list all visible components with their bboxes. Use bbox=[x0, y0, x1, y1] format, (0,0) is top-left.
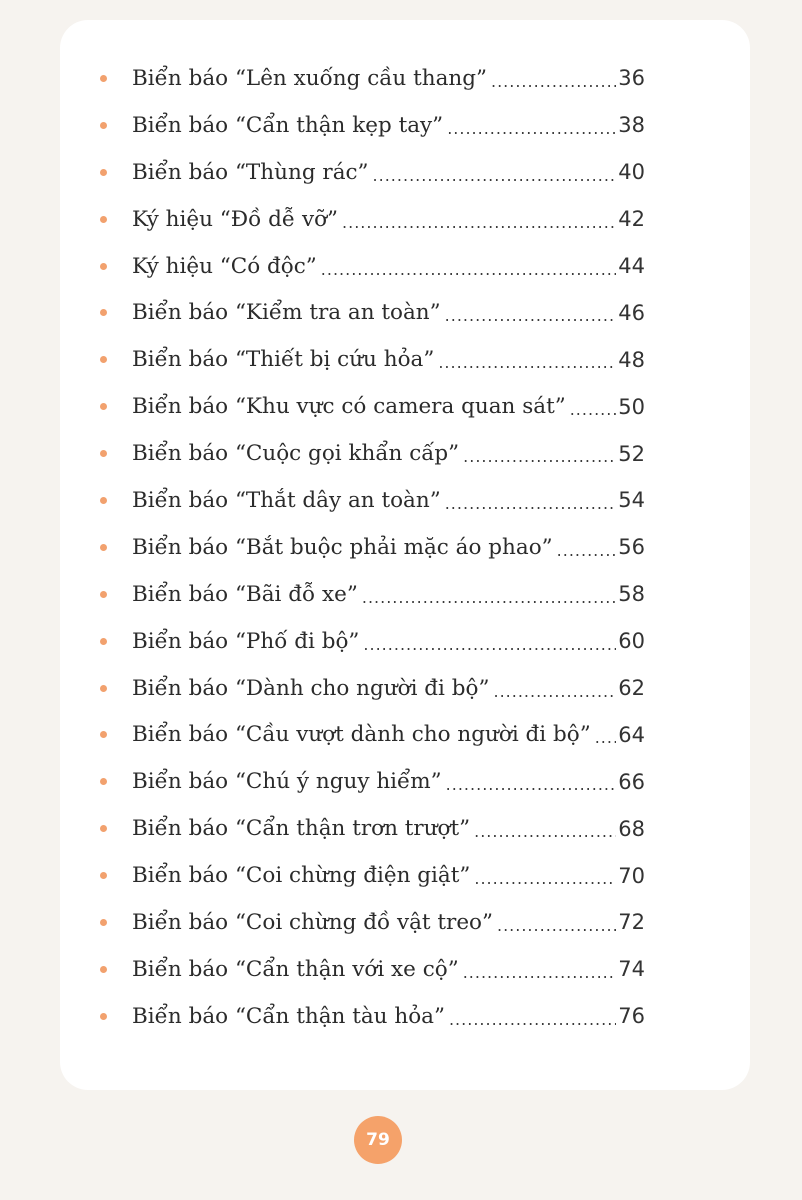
bullet-icon bbox=[100, 966, 107, 973]
dot-leader bbox=[497, 916, 616, 935]
toc-entry-page: 56 bbox=[618, 535, 645, 560]
dot-leader bbox=[321, 260, 617, 279]
bullet-icon bbox=[100, 919, 107, 926]
toc-entry-page: 74 bbox=[618, 957, 645, 982]
dot-leader bbox=[570, 400, 617, 419]
toc-entry[interactable] bbox=[100, 852, 645, 899]
toc-entry-title: Biển báo “Khu vực có camera quan sát” bbox=[132, 394, 566, 420]
toc-entry-page: 60 bbox=[618, 629, 645, 654]
dot-leader bbox=[447, 119, 616, 138]
toc-entry-page: 40 bbox=[618, 160, 645, 185]
toc-entry-page: 64 bbox=[618, 722, 645, 747]
dot-leader bbox=[463, 963, 617, 982]
toc-entry[interactable] bbox=[100, 336, 645, 383]
toc-entry[interactable] bbox=[100, 571, 645, 618]
toc-entry[interactable] bbox=[100, 665, 645, 712]
bullet-icon bbox=[100, 497, 107, 504]
toc-entry-page: 44 bbox=[618, 254, 645, 278]
toc-entry[interactable] bbox=[100, 102, 645, 149]
bullet-icon bbox=[100, 75, 107, 82]
toc-entry[interactable] bbox=[100, 899, 645, 946]
page-number-badge: 79 bbox=[354, 1116, 402, 1164]
toc-entry-title: Ký hiệu “Có độc” bbox=[132, 253, 317, 279]
toc-entry[interactable] bbox=[100, 430, 645, 477]
toc-entry-page: 50 bbox=[618, 394, 645, 419]
dot-leader bbox=[445, 306, 617, 325]
toc-entry-title: Biển báo “Phố đi bộ” bbox=[132, 628, 360, 654]
toc-entry-page: 54 bbox=[618, 488, 645, 513]
bullet-icon bbox=[100, 731, 107, 738]
toc-entry[interactable] bbox=[100, 196, 645, 243]
dot-leader bbox=[491, 72, 616, 91]
toc-entry-title: Biển báo “Cầu vượt dành cho người đi bộ” bbox=[132, 722, 591, 748]
toc-entry-page: 70 bbox=[618, 863, 645, 888]
bullet-icon bbox=[100, 122, 107, 129]
toc-entry[interactable] bbox=[100, 993, 645, 1040]
toc-entry-title: Biển báo “Lên xuống cầu thang” bbox=[132, 65, 487, 91]
table-of-contents bbox=[100, 55, 645, 1040]
bullet-icon bbox=[100, 309, 107, 316]
dot-leader bbox=[474, 822, 616, 841]
toc-entry[interactable] bbox=[100, 243, 645, 290]
dot-leader bbox=[474, 869, 616, 888]
toc-entry-title: Biển báo “Cẩn thận trơn trượt” bbox=[132, 816, 471, 842]
dot-leader bbox=[438, 353, 616, 372]
toc-entry-title: Biển báo “Thùng rác” bbox=[132, 159, 369, 185]
dot-leader bbox=[446, 775, 617, 794]
bullet-icon bbox=[100, 216, 107, 223]
toc-entry[interactable] bbox=[100, 711, 645, 758]
toc-entry-title: Biển báo “Chú ý nguy hiểm” bbox=[132, 769, 442, 795]
bullet-icon bbox=[100, 1013, 107, 1020]
bullet-icon bbox=[100, 450, 107, 457]
toc-entry-title: Biển báo “Cẩn thận kẹp tay” bbox=[132, 112, 444, 138]
toc-entry[interactable] bbox=[100, 524, 645, 571]
bullet-icon bbox=[100, 778, 107, 785]
dot-leader bbox=[373, 166, 617, 185]
bullet-icon bbox=[100, 263, 107, 270]
toc-entry[interactable] bbox=[100, 289, 645, 336]
toc-entry-page: 76 bbox=[618, 1004, 645, 1029]
toc-entry-page: 66 bbox=[618, 769, 645, 794]
toc-entry-title: Biển báo “Bãi đỗ xe” bbox=[132, 581, 358, 607]
toc-entry-page: 38 bbox=[618, 113, 645, 138]
bullet-icon bbox=[100, 591, 107, 598]
dot-leader bbox=[557, 541, 617, 560]
bullet-icon bbox=[100, 872, 107, 879]
toc-entry[interactable] bbox=[100, 477, 645, 524]
toc-entry-title: Biển báo “Thiết bị cứu hỏa” bbox=[132, 347, 435, 373]
toc-entry-title: Biển báo “Bắt buộc phải mặc áo phao” bbox=[132, 534, 553, 560]
toc-entry[interactable] bbox=[100, 758, 645, 805]
toc-entry-title: Biển báo “Kiểm tra an toàn” bbox=[132, 300, 441, 326]
toc-entry-page: 62 bbox=[618, 676, 645, 701]
toc-entry-title: Biển báo “Cẩn thận tàu hỏa” bbox=[132, 1003, 445, 1029]
dot-leader bbox=[342, 213, 616, 232]
toc-entry-page: 48 bbox=[618, 347, 645, 372]
toc-entry[interactable] bbox=[100, 618, 645, 665]
toc-entry[interactable] bbox=[100, 805, 645, 852]
dot-leader bbox=[595, 728, 617, 747]
dot-leader bbox=[449, 1010, 616, 1029]
dot-leader bbox=[445, 494, 617, 513]
dot-leader bbox=[363, 635, 616, 654]
toc-entry-title: Biển báo “Dành cho người đi bộ” bbox=[132, 675, 490, 701]
toc-entry[interactable] bbox=[100, 55, 645, 102]
dot-leader bbox=[362, 588, 616, 607]
toc-entry-title: Biển báo “Coi chừng đồ vật treo” bbox=[132, 909, 493, 935]
toc-entry-page: 36 bbox=[618, 66, 645, 91]
bullet-icon bbox=[100, 685, 107, 692]
bullet-icon bbox=[100, 638, 107, 645]
bullet-icon bbox=[100, 544, 107, 551]
toc-entry-title: Biển báo “Cẩn thận với xe cộ” bbox=[132, 956, 459, 982]
toc-entry-title: Biển báo “Thắt dây an toàn” bbox=[132, 487, 441, 513]
dot-leader bbox=[493, 682, 616, 701]
bullet-icon bbox=[100, 356, 107, 363]
toc-entry-title: Ký hiệu “Đồ dễ vỡ” bbox=[132, 206, 339, 232]
bullet-icon bbox=[100, 403, 107, 410]
toc-entry[interactable] bbox=[100, 946, 645, 993]
toc-entry-page: 46 bbox=[618, 300, 645, 325]
dot-leader bbox=[463, 447, 616, 466]
toc-entry-page: 42 bbox=[618, 207, 645, 232]
toc-entry[interactable] bbox=[100, 383, 645, 430]
bullet-icon bbox=[100, 169, 107, 176]
bullet-icon bbox=[100, 825, 107, 832]
toc-entry-page: 58 bbox=[618, 582, 645, 607]
toc-entry-page: 72 bbox=[618, 910, 645, 935]
toc-entry-page: 68 bbox=[618, 816, 645, 841]
toc-entry[interactable] bbox=[100, 149, 645, 196]
toc-entry-title: Biển báo “Cuộc gọi khẩn cấp” bbox=[132, 441, 460, 467]
toc-entry-page: 52 bbox=[618, 441, 645, 466]
toc-entry-title: Biển báo “Coi chừng điện giật” bbox=[132, 863, 471, 889]
